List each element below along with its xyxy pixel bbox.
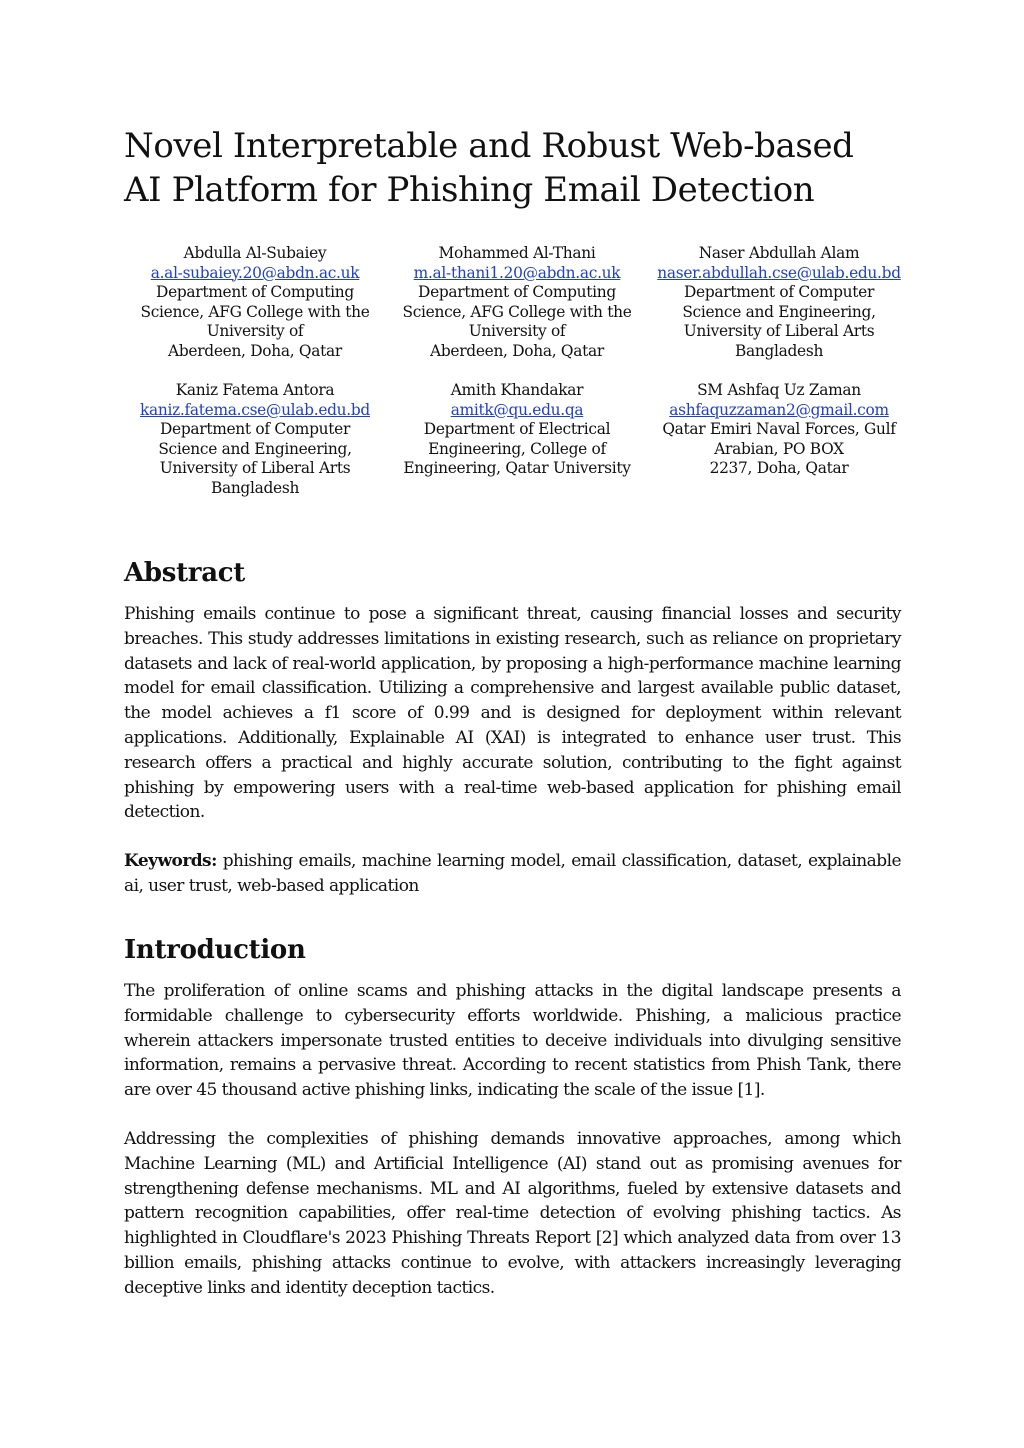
intro-paragraph-2: Addressing the complexities of phishing demands innovative approaches, among which Machine Learning (ML) and Artificial Intelligence (AI) stand out as promising avenues for strengthening defense mechanisms. ML and AI algorithms, fueled by extensive datasets and pattern recognition capabilities, offer real-time detection of evolving phishing tactics. As highlighted in Cloudflare's 2023 Phishing Threats Report [2] which analyzed data from over 13 billion emails, phishing attacks continue to evolve, with attackers increasingly leveraging deceptive links and identity deception tactics. [124, 1129, 901, 1298]
author-affiliation-line: Department of Computer [159, 420, 350, 439]
author-affiliation-line: Science and Engineering, [158, 439, 352, 458]
author-affiliation-line: Engineering, Qatar University [403, 459, 631, 478]
author-card [394, 381, 640, 499]
keywords-text: phishing emails, machine learning model, email classification, dataset, explainable ai, user trust, web-based application [124, 851, 901, 896]
author-email-link[interactable]: a.al-subaiey.20@abdn.ac.uk [150, 263, 360, 282]
paper-title: Novel Interpretable and Robust Web-based AI Platform for Phishing Email Detection [124, 126, 854, 210]
author-affiliation-line: Department of Computer [683, 283, 874, 302]
author-affiliation-line: University of Liberal Arts [159, 459, 351, 478]
author-affiliation-line: Department of Computing [418, 283, 616, 302]
author-email-link[interactable]: ashfaquzzaman2@gmail.com [669, 400, 889, 419]
author-email-link[interactable]: kaniz.fatema.cse@ulab.edu.bd [139, 400, 370, 419]
author-name: Kaniz Fatema Antora [175, 381, 335, 399]
keywords-paragraph [124, 849, 901, 899]
abstract-paragraph: Phishing emails continue to pose a significant threat, causing financial losses and security breaches. This study addresses limitations in existing research, such as reliance on proprietary datasets and lack of real-world application, by proposing a high-performance machine learning model for email classification. Utilizing a comprehensive and largest available public dataset, the model achieves a f1 score of 0.99 and is designed for deployment within relevant applications. Additionally, Explainable AI (XAI) is integrated to enhance user trust. This research offers a practical and highly accurate solution, contributing to the fight against phishing by empowering users with a real-time web-based application for phishing email detection. [124, 604, 901, 823]
author-block-row-2 [132, 381, 902, 499]
author-affiliation-line: Aberdeen, Doha, Qatar [430, 341, 604, 360]
author-affiliation-line: Bangladesh [734, 341, 824, 360]
author-affiliation-line: Science, AFG College with the [140, 302, 370, 321]
author-card [394, 244, 640, 362]
intro-paragraph-1: The proliferation of online scams and phishing attacks in the digital landscape presents a formidable challenge to cybersecurity efforts worldwide. Phishing, a malicious practice wherein attackers impersonate trusted entities to deceive individuals into divulging sensitive information, remains a pervasive threat. According to recent statistics from Phish Tank, there are over 45 thousand active phishing links, indicating the scale of the issue [1]. [124, 981, 901, 1101]
author-email-link[interactable]: m.al-thani1.20@abdn.ac.uk [413, 263, 621, 282]
author-name: SM Ashfaq Uz Zaman [697, 381, 861, 399]
author-name: Mohammed Al-Thani [438, 244, 596, 262]
author-card [132, 381, 378, 499]
author-name: Amith Khandakar [450, 381, 584, 399]
author-affiliation-line: Qatar Emiri Naval Forces, Gulf [662, 420, 896, 439]
author-affiliation-line: Engineering, College of [428, 439, 606, 458]
keywords-label: Keywords: [124, 851, 217, 871]
introduction-heading: Introduction [124, 935, 306, 965]
author-affiliation-line: Department of Computing [156, 283, 354, 302]
author-card [132, 244, 378, 362]
author-name: Abdulla Al-Subaiey [183, 244, 327, 262]
author-affiliation-line: Arabian, PO BOX [714, 439, 844, 458]
author-affiliation-line: Aberdeen, Doha, Qatar [168, 341, 342, 360]
author-affiliation-line: University of [468, 322, 566, 341]
author-affiliation-line: University of [206, 322, 304, 341]
author-name: Naser Abdullah Alam [698, 244, 860, 262]
author-card [656, 381, 902, 499]
author-card [656, 244, 902, 362]
abstract-heading: Abstract [124, 558, 245, 588]
author-email-link[interactable]: naser.abdullah.cse@ulab.edu.bd [657, 263, 901, 282]
author-email-link[interactable]: amitk@qu.edu.qa [450, 400, 584, 419]
author-affiliation-line: Bangladesh [210, 478, 300, 497]
author-block-row-1 [132, 244, 902, 362]
author-affiliation-line: Science, AFG College with the [402, 302, 632, 321]
author-affiliation-line: University of Liberal Arts [683, 322, 875, 341]
author-affiliation-line: Department of Electrical [423, 420, 611, 439]
author-affiliation-line: Science and Engineering, [682, 302, 876, 321]
author-affiliation-line: 2237, Doha, Qatar [709, 459, 849, 478]
